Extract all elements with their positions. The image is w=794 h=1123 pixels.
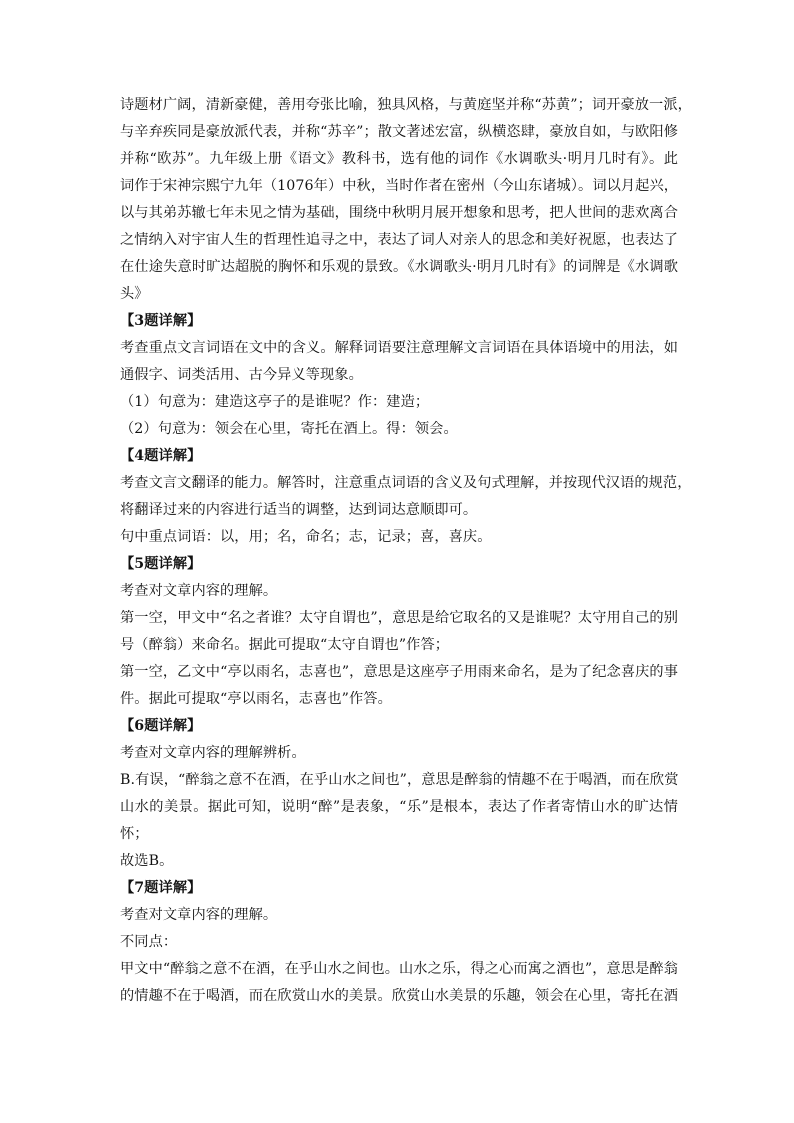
text-line: 故选B。 — [120, 853, 174, 869]
text-line: 第一空，乙文中“亭以雨名，志喜也”，意思是这座亭子用雨来命名，是为了纪念喜庆的事 — [120, 664, 678, 680]
text-line: 山水的美景。据此可知，说明“醉”是表象，“乐”是根本，表达了作者寄情山水的旷达情 — [120, 799, 678, 815]
section-heading: 【7题详解】 — [120, 880, 202, 896]
text-line: 考查对文章内容的理解。 — [120, 907, 278, 923]
text-line: 第一空，甲文中“名之者谁？太守自谓也”，意思是给它取名的又是谁呢？太守用自己的别 — [120, 610, 678, 626]
document-page — [120, 92, 692, 1010]
section-heading: 【6题详解】 — [120, 718, 202, 734]
text-line: 头》 — [120, 286, 149, 302]
text-line: （1）句意为：建造这亭子的是谁呢？作：建造； — [120, 394, 430, 410]
text-line: B.有误，“醉翁之意不在酒，在乎山水之间也”，意思是醉翁的情趣不在于喝酒，而在欣赏 — [120, 772, 679, 788]
text-line: 甲文中“醉翁之意不在酒，在乎山水之间也。山水之乐，得之心而寓之酒也”，意思是醉翁 — [120, 961, 678, 977]
text-line: 以与其弟苏辙七年未见之情为基础，围绕中秋明月展开想象和思考，把人世间的悲欢离合 — [120, 205, 678, 221]
text-line: 句中重点词语：以，用；名，命名；志，记录；喜，喜庆。 — [120, 529, 492, 545]
section-heading: 【3题详解】 — [120, 313, 202, 329]
text-line: 词作于宋神宗熙宁九年（1076年）中秋，当时作者在密州（今山东诸城）。词以月起兴， — [120, 178, 679, 194]
text-line: 考查对文章内容的理解辨析。 — [120, 745, 306, 761]
section-heading: 【4题详解】 — [120, 448, 202, 464]
text-line: 之情纳入对宇宙人生的哲理性追寻之中，表达了词人对亲人的思念和美好祝愿，也表达了 — [120, 232, 678, 248]
section-heading: 【5题详解】 — [120, 556, 202, 572]
text-line: 考查重点文言词语在文中的含义。解释词语要注意理解文言词语在具体语境中的用法，如 — [120, 340, 678, 356]
text-line: 的情趣不在于喝酒，而在欣赏山水的美景。欣赏山水美景的乐趣，领会在心里，寄托在酒 — [120, 988, 678, 1004]
text-line: 并称“欧苏”。九年级上册《语文》教科书，选有他的词作《水调歌头·明月几时有》。此 — [120, 151, 678, 167]
text-line: 件。据此可提取“亭以雨名，志喜也”作答。 — [120, 691, 392, 707]
text-line: 考查对文章内容的理解。 — [120, 583, 278, 599]
text-line: 在仕途失意时旷达超脱的胸怀和乐观的景致。《水调歌头·明月几时有》的词牌是《水调歌 — [120, 259, 678, 275]
text-line: 号（醉翁）来命名。据此可提取“太守自谓也”作答； — [120, 637, 450, 653]
text-line: （2）句意为：领会在心里，寄托在酒上。得：领会。 — [120, 421, 458, 437]
text-line: 与辛弃疾同是豪放派代表，并称“苏辛”；散文著述宏富，纵横恣肆，豪放自如，与欧阳修 — [120, 124, 678, 140]
text-line: 通假字、词类活用、古今异义等现象。 — [120, 367, 363, 383]
text-line: 诗题材广阔，清新豪健，善用夸张比喻，独具风格，与黄庭坚并称“苏黄”；词开豪放一派， — [120, 97, 692, 113]
text-line: 怀； — [120, 826, 149, 842]
text-line: 考查文言文翻译的能力。解答时，注意重点词语的含义及句式理解，并按现代汉语的规范， — [120, 475, 692, 491]
text-line: 将翻译过来的内容进行适当的调整，达到词达意顺即可。 — [120, 502, 478, 518]
text-line: 不同点： — [120, 934, 178, 950]
